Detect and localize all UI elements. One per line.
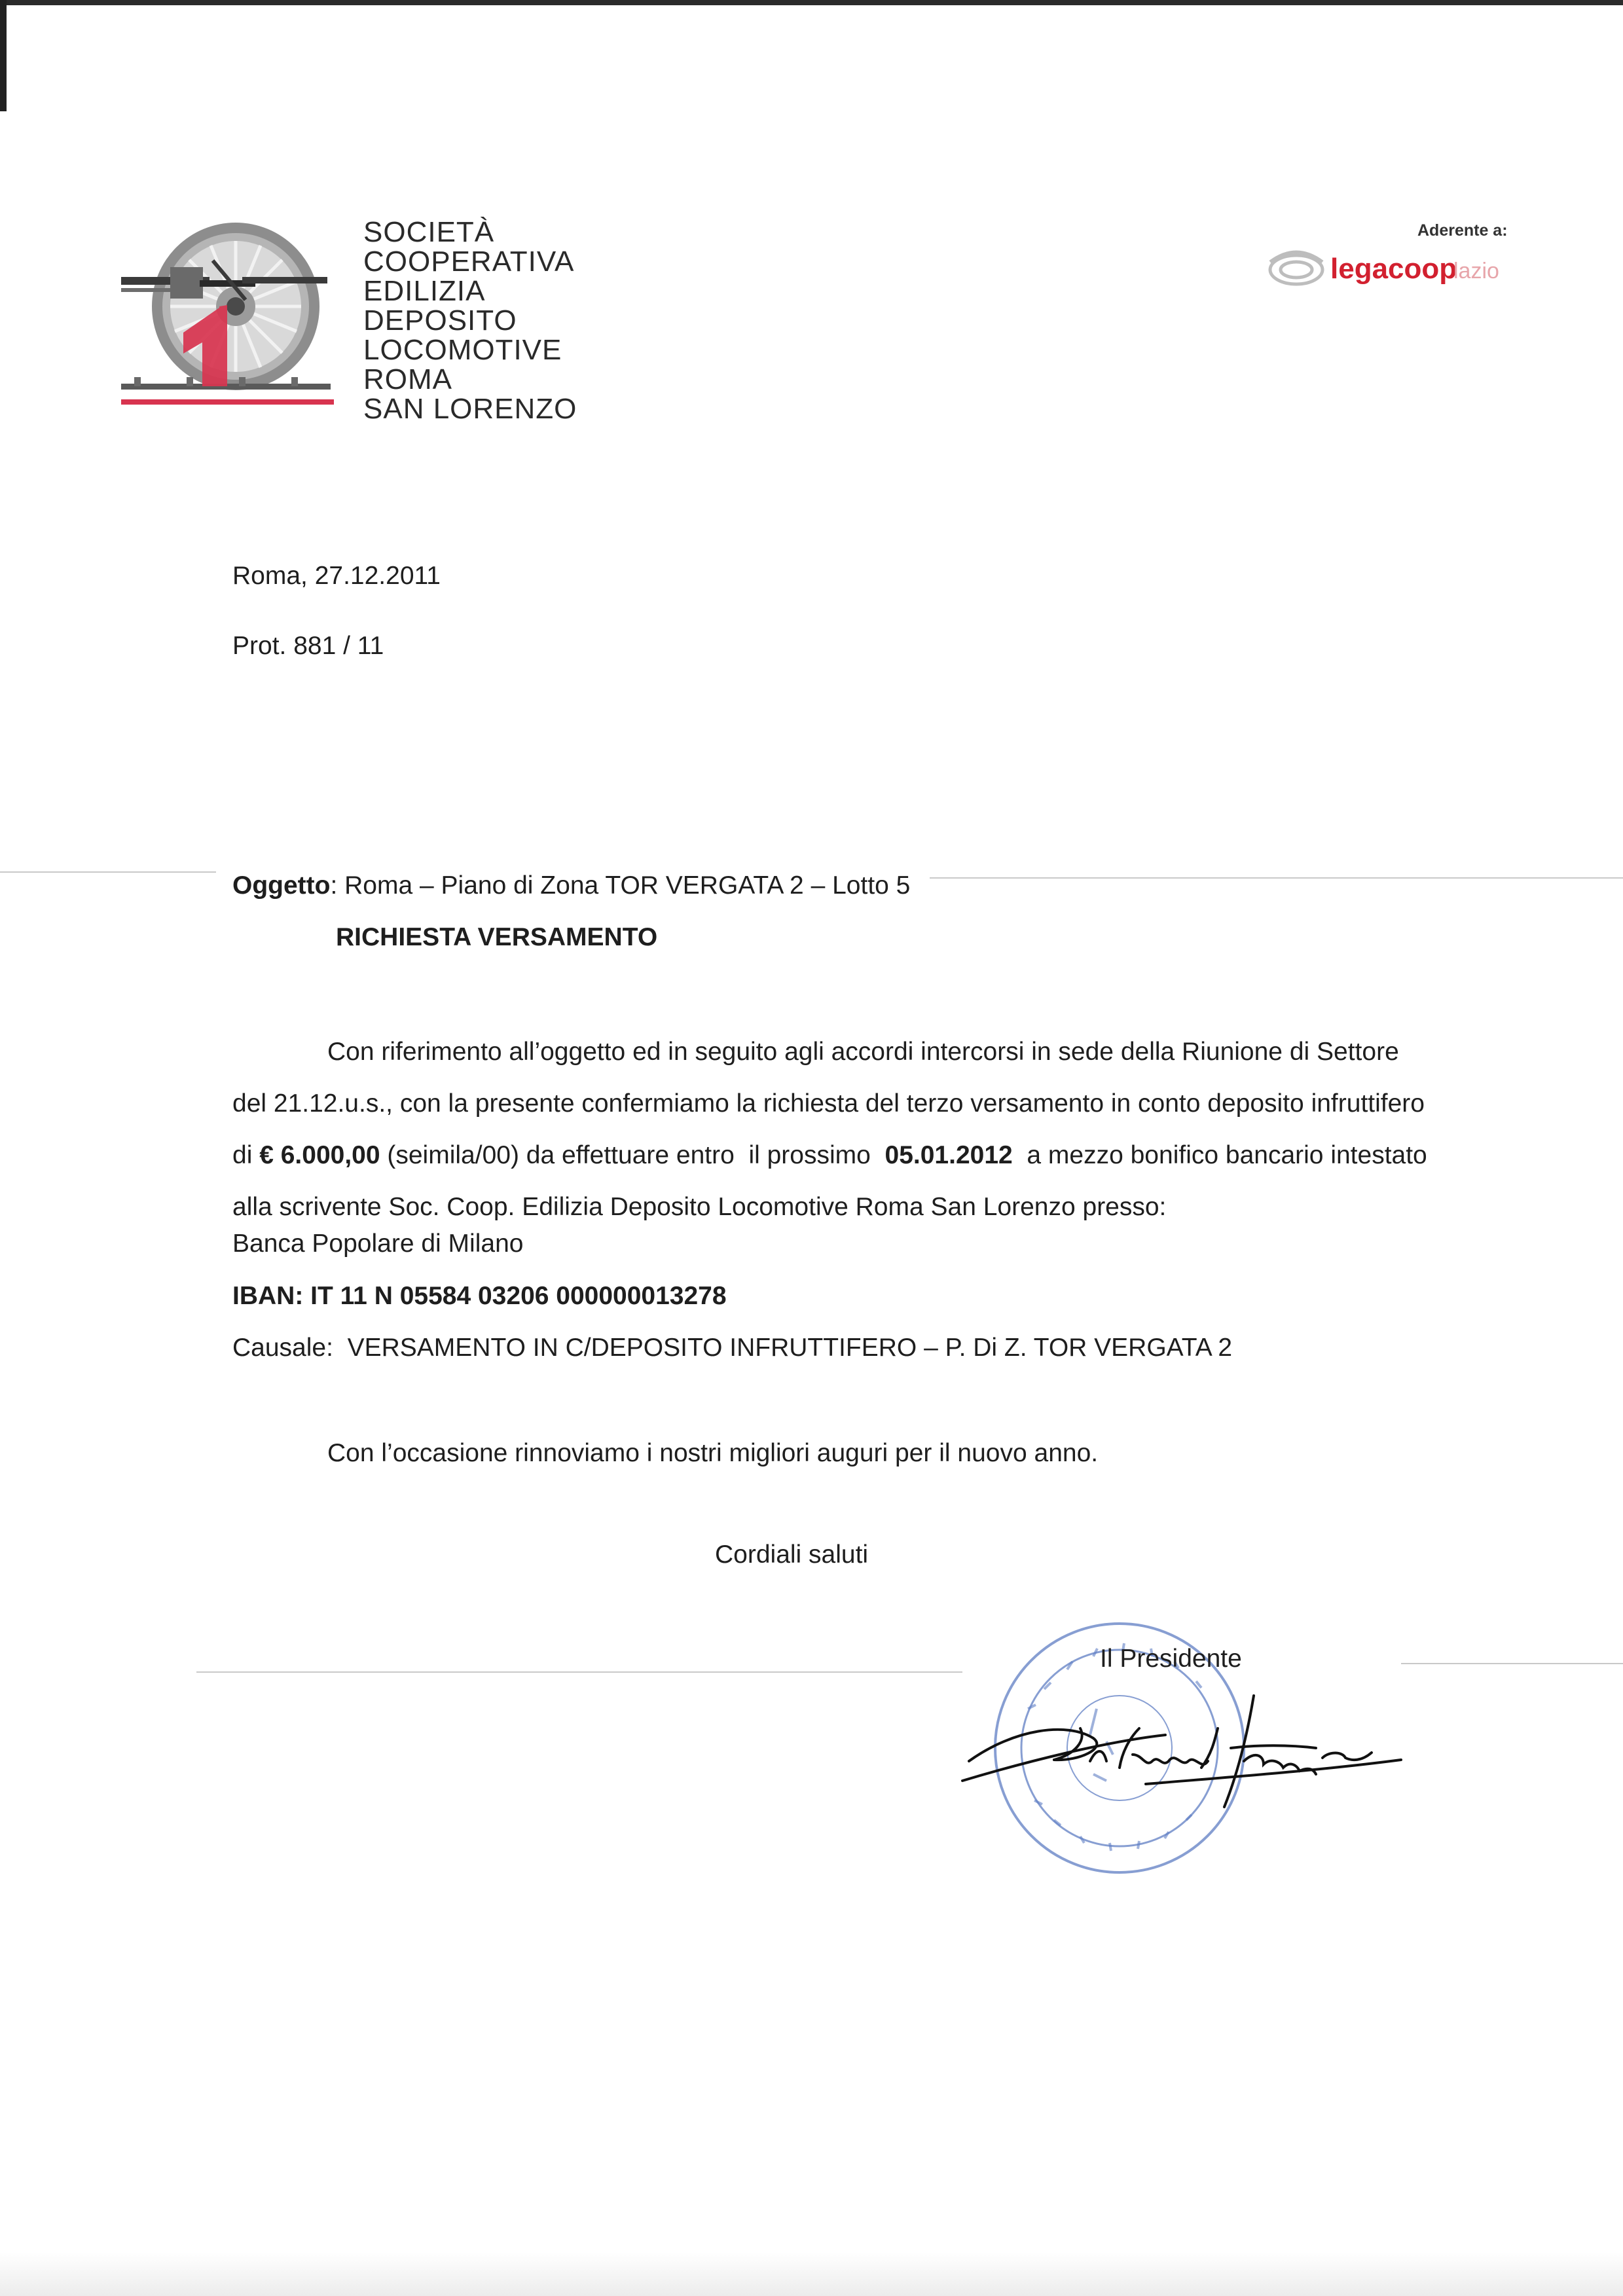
legacoop-name: legacoop: [1330, 253, 1457, 285]
locomotive-wheel-icon: [152, 223, 319, 390]
closing-wishes: Con l’occasione rinnoviamo i nostri migliori auguri per il nuovo anno.: [327, 1439, 1099, 1467]
protocol-number: Prot. 881 / 11: [232, 632, 384, 660]
scan-edge-top: [0, 0, 1623, 5]
paragraph-line: alla scrivente Soc. Coop. Edilizia Deposito Locomotive Roma San Lorenzo presso:: [232, 1193, 1167, 1221]
subject-label: Oggetto: [232, 871, 331, 900]
scan-edge-bottom: [0, 2252, 1623, 2296]
aderente-label: Aderente a:: [1417, 221, 1508, 240]
legacoop-logo: [1257, 242, 1519, 295]
bank-name: Banca Popolare di Milano: [232, 1230, 524, 1258]
due-date: 05.01.2012: [884, 1141, 1013, 1169]
paragraph-line: Con riferimento all’oggetto ed in seguito agli accordi intercorsi in sede della Riunione di Settore: [327, 1038, 1399, 1066]
legacoop-region: lazio: [1453, 259, 1499, 283]
company-name: [363, 217, 577, 424]
company-name-line: COOPERATIVA: [363, 246, 575, 278]
amount-prefix: di: [232, 1141, 260, 1169]
subject-line: [232, 871, 910, 900]
paragraph-line: [232, 1129, 1427, 1181]
body-paragraph: [232, 1026, 1427, 1233]
company-name-line: ROMA: [363, 363, 452, 395]
subject-title: RICHIESTA VERSAMENTO: [336, 923, 658, 951]
company-name-line: DEPOSITO: [363, 304, 517, 337]
company-name-line: SOCIETÀ: [363, 216, 495, 248]
paragraph-line: del 21.12.u.s., con la presente confermiamo la richiesta del terzo versamento in conto deposito infruttifero: [232, 1089, 1425, 1118]
company-name-line: SAN LORENZO: [363, 393, 577, 425]
letter-date: Roma, 27.12.2011: [232, 562, 441, 590]
greeting: Cordiali saluti: [715, 1540, 869, 1569]
payment-amount: € 6.000,00: [259, 1141, 380, 1169]
fold-line-lower-right: [1401, 1663, 1623, 1664]
payment-method: a mezzo bonifico bancario intestato: [1012, 1141, 1427, 1169]
amount-words: (seimila/00) da effettuare entro il prossimo: [380, 1141, 885, 1169]
company-name-line: EDILIZIA: [363, 275, 486, 307]
iban-code: IBAN: IT 11 N 05584 03206 000000013278: [232, 1282, 727, 1310]
payment-reason: Causale: VERSAMENTO IN C/DEPOSITO INFRUTTIFERO – P. Di Z. TOR VERGATA 2: [232, 1334, 1233, 1362]
legacoop-swirl-icon: [1270, 252, 1322, 284]
fold-line-lower: [196, 1671, 962, 1673]
signatory-title: Il Presidente: [1100, 1645, 1242, 1673]
fold-line-upper-right: [930, 877, 1623, 879]
company-name-line: LOCOMOTIVE: [363, 334, 562, 366]
scan-edge-left: [0, 0, 7, 111]
fold-line-upper: [0, 871, 216, 873]
cooperative-logo: [121, 208, 344, 424]
handwritten-signature: [949, 1683, 1421, 1813]
subject-text: : Roma – Piano di Zona TOR VERGATA 2 – Lotto 5: [330, 871, 911, 900]
